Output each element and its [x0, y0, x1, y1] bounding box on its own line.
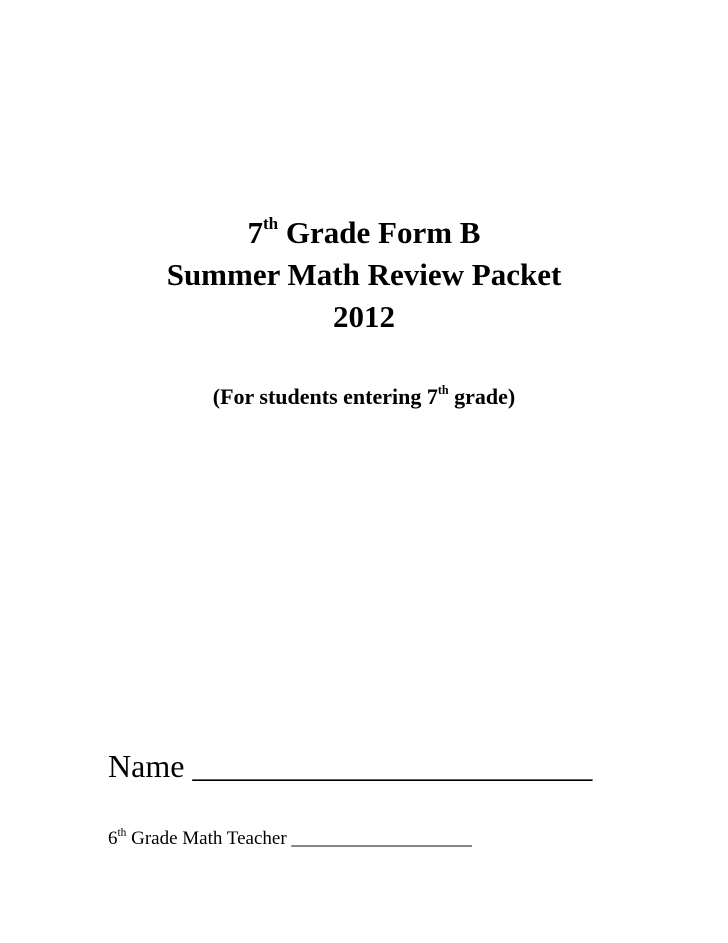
- subtitle-pre: (For students entering 7: [212, 384, 438, 409]
- name-label: Name: [108, 748, 185, 784]
- subtitle-suffix: th: [437, 382, 449, 397]
- teacher-blank[interactable]: ___________________: [291, 828, 472, 849]
- teacher-grade-number: 6: [108, 828, 118, 849]
- title-packet-name: Summer Math Review Packet: [166, 257, 562, 292]
- teacher-field-line: [108, 826, 472, 852]
- name-blank[interactable]: _________________________: [192, 748, 593, 784]
- name-field-line: [108, 746, 592, 786]
- title-grade-rest: Grade Form B: [278, 215, 481, 250]
- title-grade-number: 7: [247, 215, 263, 250]
- title-grade-suffix: th: [263, 214, 279, 234]
- teacher-grade-suffix: th: [117, 826, 127, 839]
- title-block: [0, 212, 728, 338]
- title-grade-form: [0, 212, 728, 254]
- subtitle-post: grade): [448, 384, 516, 409]
- subtitle-audience: [0, 383, 728, 411]
- title-year: 2012: [333, 299, 395, 334]
- teacher-label: Grade Math Teacher: [126, 828, 287, 849]
